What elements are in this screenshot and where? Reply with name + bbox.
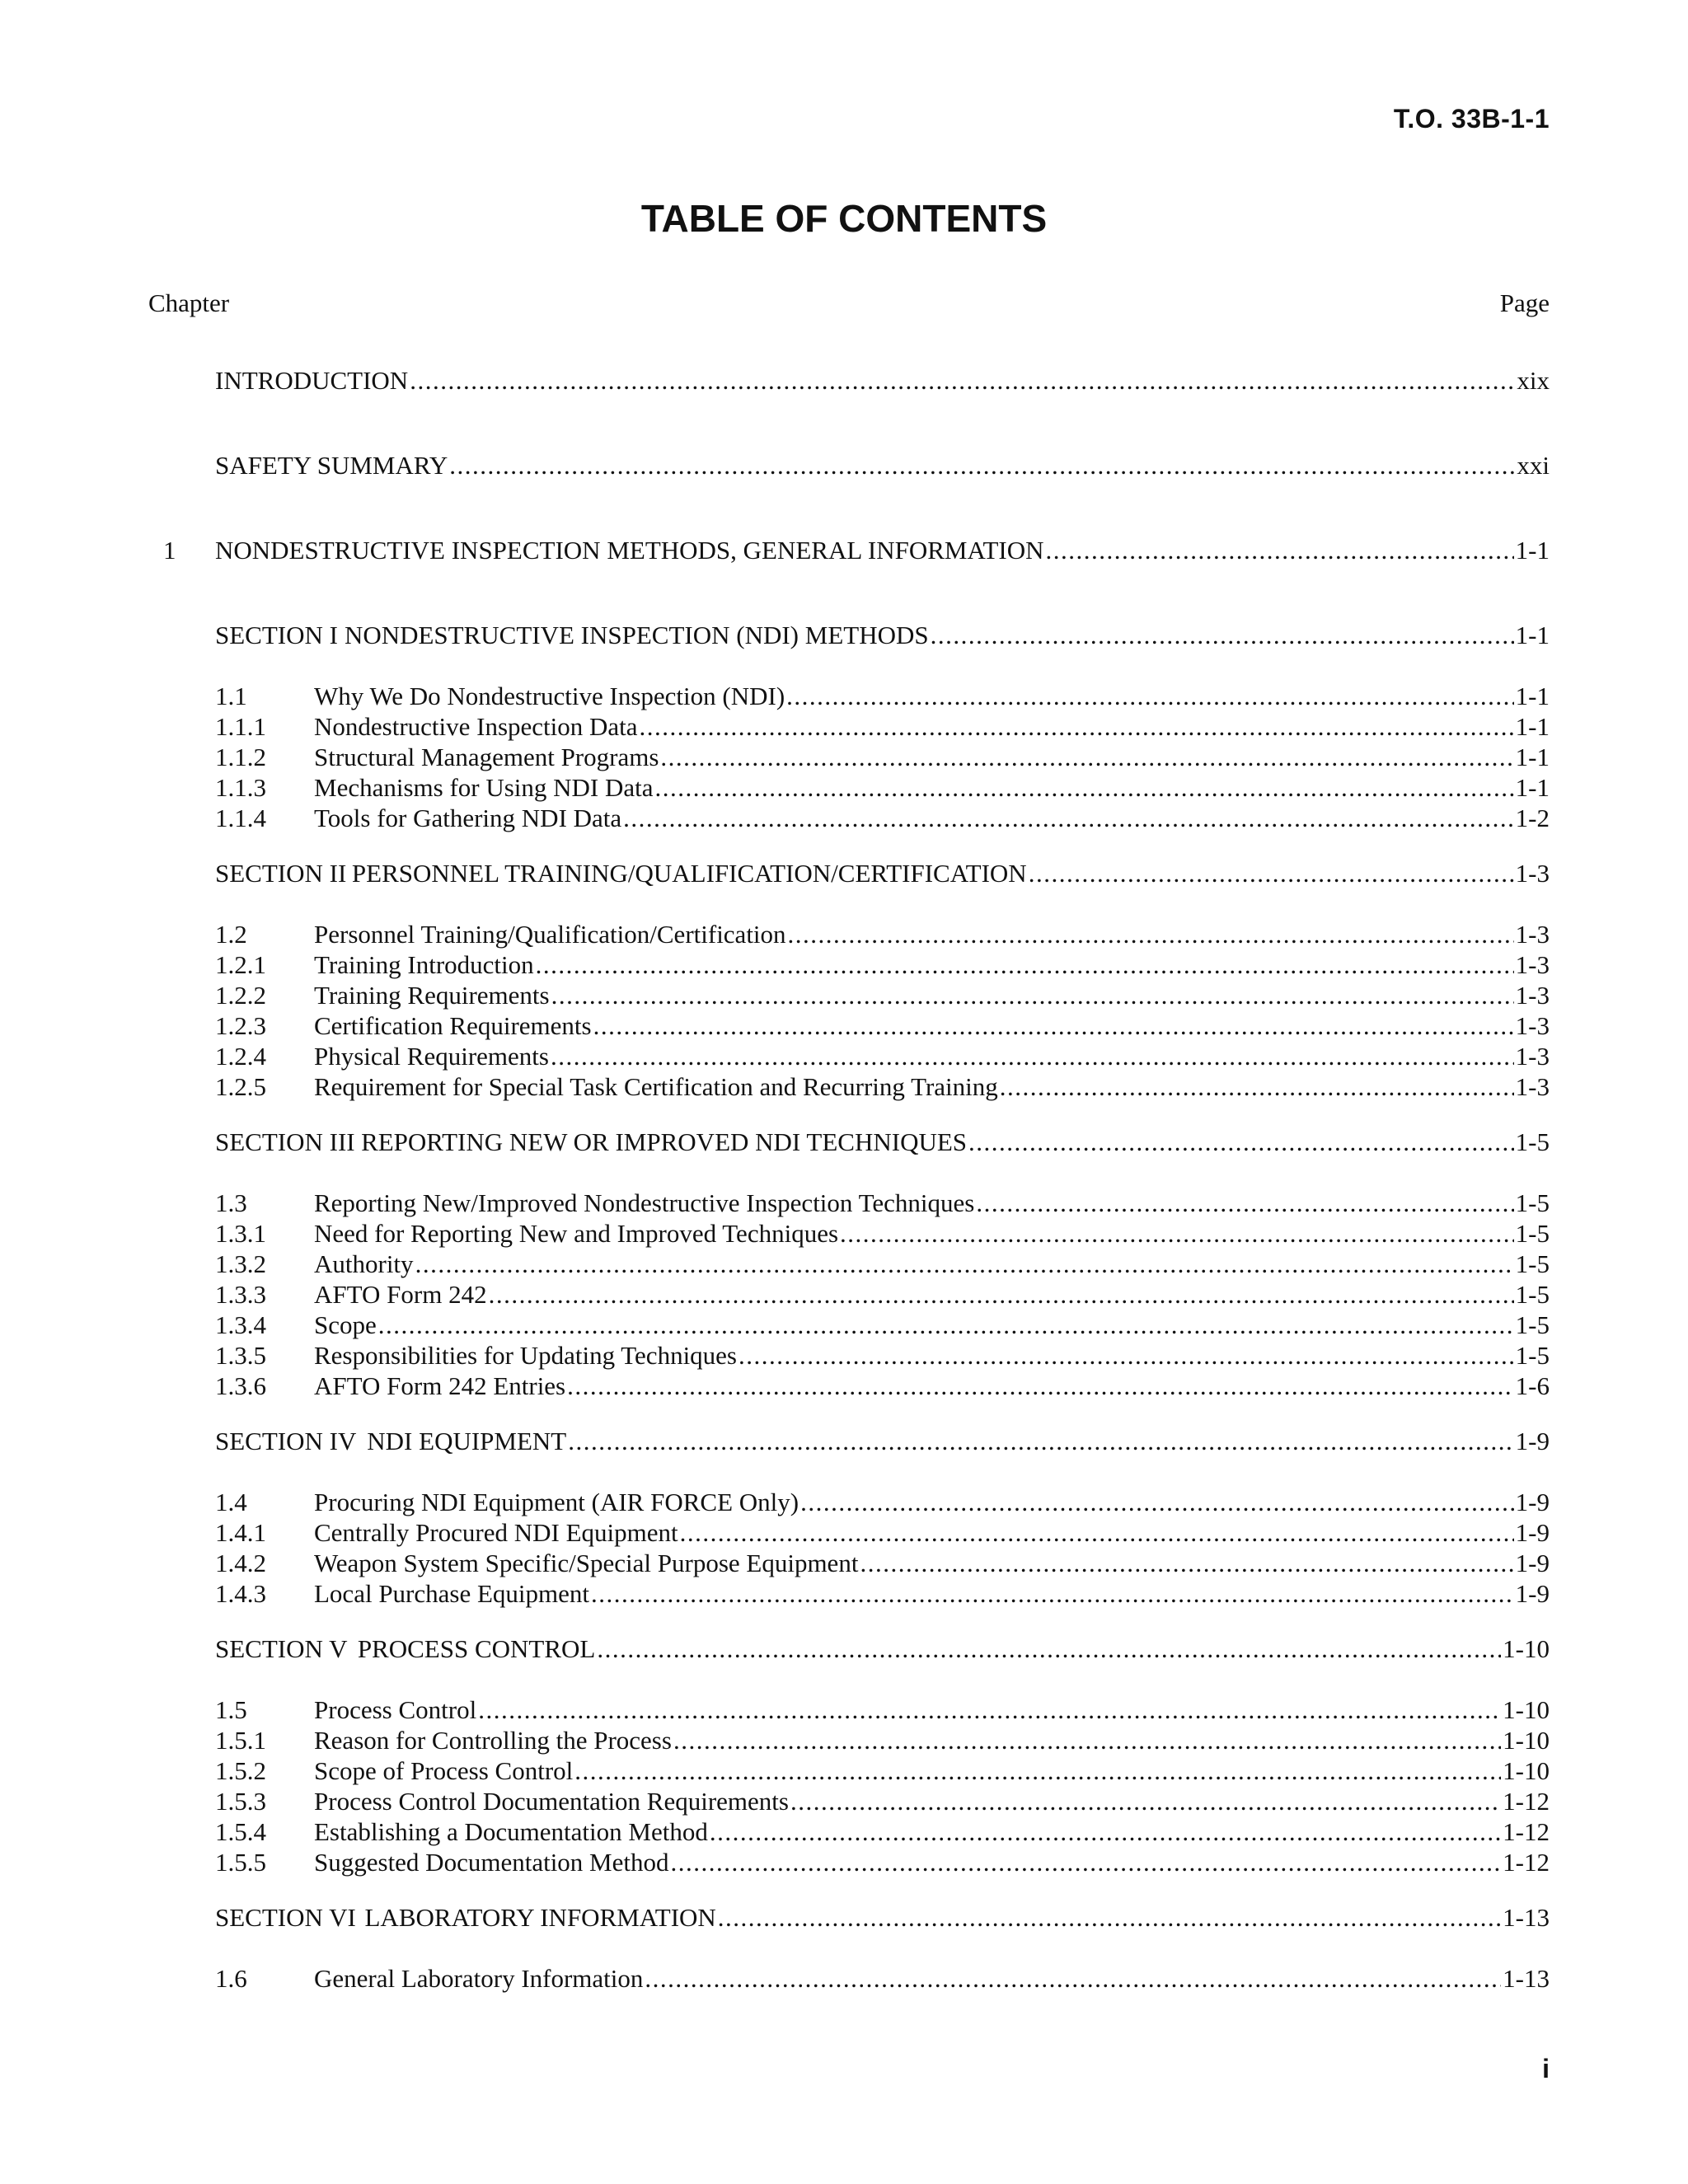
item-title: Physical Requirements: [314, 1042, 549, 1071]
item-number: 1.6: [215, 1964, 247, 1993]
item-number: 1.1: [215, 682, 247, 710]
dot-leader: [593, 1010, 1514, 1041]
dot-leader: [738, 1340, 1514, 1371]
item-title: Centrally Procured NDI Equipment: [314, 1518, 678, 1547]
toc-item[interactable]: [0, 1578, 1688, 1609]
item-title: Procuring NDI Equipment (AIR FORCE Only): [314, 1488, 799, 1516]
item-page: 1-3: [1515, 1011, 1550, 1040]
document-id: T.O. 33B-1-1: [1393, 104, 1550, 134]
item-page: 1-9: [1515, 1549, 1550, 1577]
item-title: Requirement for Special Task Certification and Recurring Training: [314, 1072, 998, 1101]
item-page: 1-13: [1503, 1964, 1550, 1993]
item-title: Weapon System Specific/Special Purpose Equipment: [314, 1549, 859, 1577]
section-title: NDI EQUIPMENT: [367, 1427, 567, 1455]
toc-item[interactable]: [0, 980, 1688, 1010]
toc-entry-page: 1-13: [1503, 1903, 1550, 1932]
toc-item[interactable]: [0, 1071, 1688, 1102]
section-title: LABORATORY INFORMATION: [364, 1903, 716, 1932]
item-number: 1.1.4: [215, 804, 266, 832]
dot-leader: [568, 1426, 1513, 1456]
dot-leader: [623, 803, 1514, 833]
item-title: Certification Requirements: [314, 1011, 592, 1040]
dot-leader: [1045, 535, 1513, 565]
dot-leader: [551, 1041, 1514, 1071]
section-title: PERSONNEL TRAINING/QUALIFICATION/CERTIFICATION: [351, 859, 1027, 888]
page-number: i: [1542, 2054, 1550, 2083]
toc-entry-page: xxi: [1517, 451, 1550, 480]
item-title: Reason for Controlling the Process: [314, 1726, 672, 1755]
toc-item[interactable]: [0, 1010, 1688, 1041]
item-title: Process Control Documentation Requirements: [314, 1787, 789, 1816]
item-number: 1.2.4: [215, 1042, 266, 1071]
toc-entry-page: 1-1: [1515, 536, 1550, 565]
item-page: 1-5: [1515, 1249, 1550, 1278]
item-number: 1.5.2: [215, 1756, 266, 1785]
item-page: 1-6: [1515, 1371, 1550, 1400]
toc-entry-page: xix: [1517, 366, 1550, 395]
toc-item[interactable]: [0, 1487, 1688, 1517]
toc-item[interactable]: [0, 1755, 1688, 1786]
dot-leader: [574, 1755, 1501, 1786]
item-title: Training Introduction: [314, 950, 534, 979]
dot-leader: [786, 681, 1514, 711]
item-page: 1-5: [1515, 1341, 1550, 1370]
item-page: 1-5: [1515, 1219, 1550, 1248]
item-page: 1-9: [1515, 1579, 1550, 1608]
item-number: 1.3.5: [215, 1341, 266, 1370]
item-page: 1-9: [1515, 1488, 1550, 1516]
item-title: Authority: [314, 1249, 414, 1278]
item-page: 1-5: [1515, 1188, 1550, 1217]
toc-entry-page: 1-10: [1503, 1634, 1550, 1663]
item-title: Why We Do Nondestructive Inspection (NDI): [314, 682, 785, 710]
item-title: Establishing a Documentation Method: [314, 1817, 708, 1846]
toc-item[interactable]: [0, 711, 1688, 742]
item-number: 1.1.1: [215, 712, 266, 741]
chapter-number: 1: [163, 536, 176, 565]
dot-leader: [1000, 1071, 1514, 1102]
toc-item[interactable]: [0, 919, 1688, 949]
toc-entry-page: 1-5: [1515, 1127, 1550, 1156]
dot-leader: [671, 1847, 1502, 1877]
item-title: Scope: [314, 1310, 377, 1339]
toc-entry-page: 1-9: [1515, 1427, 1550, 1455]
item-title: Personnel Training/Qualification/Certification: [314, 920, 786, 949]
dot-leader: [718, 1902, 1501, 1933]
dot-leader: [551, 980, 1514, 1010]
item-number: 1.4: [215, 1488, 247, 1516]
toc-section-5[interactable]: [0, 1633, 1688, 1664]
dot-leader: [640, 711, 1514, 742]
item-number: 1.1.3: [215, 773, 266, 802]
item-number: 1.5.5: [215, 1848, 266, 1877]
section-label: SECTION V: [215, 1634, 348, 1663]
item-page: 1-1: [1515, 682, 1550, 710]
item-page: 1-1: [1515, 773, 1550, 802]
dot-leader: [790, 1786, 1501, 1816]
item-title: Responsibilities for Updating Techniques: [314, 1341, 737, 1370]
item-page: 1-10: [1503, 1726, 1550, 1755]
item-number: 1.3.3: [215, 1280, 266, 1309]
item-number: 1.2.5: [215, 1072, 266, 1101]
toc-entry-page: 1-1: [1515, 621, 1550, 649]
section-label: SECTION II: [215, 859, 347, 888]
toc-item[interactable]: [0, 1249, 1688, 1279]
toc-item[interactable]: [0, 1963, 1688, 1994]
toc-entry-introduction[interactable]: [0, 365, 1688, 396]
toc-item[interactable]: [0, 681, 1688, 711]
item-number: 1.3.1: [215, 1219, 266, 1248]
toc-item[interactable]: [0, 1694, 1688, 1725]
toc-section-2[interactable]: [0, 858, 1688, 888]
toc-section-1[interactable]: [0, 620, 1688, 650]
toc-item[interactable]: [0, 1340, 1688, 1371]
page-title: TABLE OF CONTENTS: [640, 197, 1048, 240]
dot-leader: [976, 1188, 1513, 1218]
dot-leader: [800, 1487, 1514, 1517]
dot-leader: [378, 1310, 1514, 1340]
item-page: 1-10: [1503, 1756, 1550, 1785]
dot-leader: [655, 772, 1514, 803]
chapter-column-heading: Chapter: [148, 288, 230, 317]
dot-leader: [1029, 858, 1514, 888]
dot-leader: [680, 1517, 1514, 1548]
item-page: 1-12: [1503, 1848, 1550, 1877]
item-title: Tools for Gathering NDI Data: [314, 804, 622, 832]
section-label: SECTION III: [215, 1127, 355, 1156]
item-number: 1.4.3: [215, 1579, 266, 1608]
item-page: 1-2: [1515, 804, 1550, 832]
dot-leader: [415, 1249, 1514, 1279]
dot-leader: [673, 1725, 1501, 1755]
item-page: 1-3: [1515, 950, 1550, 979]
item-number: 1.5: [215, 1695, 247, 1724]
item-page: 1-10: [1503, 1695, 1550, 1724]
toc-item[interactable]: [0, 1517, 1688, 1548]
toc-item[interactable]: [0, 1218, 1688, 1249]
item-page: 1-1: [1515, 743, 1550, 771]
item-title: AFTO Form 242 Entries: [314, 1371, 566, 1400]
dot-leader: [968, 1127, 1514, 1157]
toc-entry-title: NONDESTRUCTIVE INSPECTION METHODS, GENERAL INFORMATION: [215, 536, 1044, 565]
item-title: Training Requirements: [314, 981, 550, 1010]
item-number: 1.2.2: [215, 981, 266, 1010]
toc-item[interactable]: [0, 1847, 1688, 1877]
item-number: 1.2.1: [215, 950, 266, 979]
toc-item[interactable]: [0, 1816, 1688, 1847]
section-label: SECTION I: [215, 621, 338, 649]
toc-entry-page: 1-3: [1515, 859, 1550, 888]
toc-entry-title: INTRODUCTION: [215, 366, 409, 395]
item-title: Reporting New/Improved Nondestructive Inspection Techniques: [314, 1188, 975, 1217]
item-number: 1.4.1: [215, 1518, 266, 1547]
dot-leader: [567, 1371, 1514, 1401]
item-title: Scope of Process Control: [314, 1756, 574, 1785]
item-page: 1-5: [1515, 1280, 1550, 1309]
dot-leader: [597, 1633, 1501, 1664]
dot-leader: [710, 1816, 1501, 1847]
item-page: 1-3: [1515, 920, 1550, 949]
item-page: 1-3: [1515, 1042, 1550, 1071]
toc-item[interactable]: [0, 1725, 1688, 1755]
item-title: General Laboratory Information: [314, 1964, 644, 1993]
section-label: SECTION IV: [215, 1427, 357, 1455]
dot-leader: [645, 1963, 1501, 1994]
toc-section-3[interactable]: [0, 1127, 1688, 1157]
item-page: 1-3: [1515, 981, 1550, 1010]
dot-leader: [931, 620, 1514, 650]
item-number: 1.2.3: [215, 1011, 266, 1040]
toc-entry-title: SAFETY SUMMARY: [215, 451, 448, 480]
toc-item[interactable]: [0, 772, 1688, 803]
toc-entry-chapter-1[interactable]: [0, 535, 1688, 565]
item-title: Need for Reporting New and Improved Techniques: [314, 1219, 839, 1248]
item-number: 1.1.2: [215, 743, 266, 771]
item-number: 1.5.1: [215, 1726, 266, 1755]
toc-entry-safety-summary[interactable]: [0, 450, 1688, 480]
item-page: 1-5: [1515, 1310, 1550, 1339]
toc-item[interactable]: [0, 742, 1688, 772]
section-title: PROCESS CONTROL: [357, 1634, 596, 1663]
item-title: AFTO Form 242: [314, 1280, 487, 1309]
item-number: 1.2: [215, 920, 247, 949]
item-title: Structural Management Programs: [314, 743, 659, 771]
toc-item[interactable]: [0, 1310, 1688, 1340]
dot-leader: [478, 1694, 1501, 1725]
item-title: Process Control: [314, 1695, 477, 1724]
item-number: 1.5.4: [215, 1817, 266, 1846]
section-title: REPORTING NEW OR IMPROVED NDI TECHNIQUES: [361, 1127, 968, 1156]
dot-leader: [788, 919, 1514, 949]
item-page: 1-9: [1515, 1518, 1550, 1547]
dot-leader: [660, 742, 1513, 772]
item-number: 1.4.2: [215, 1549, 266, 1577]
item-page: 1-12: [1503, 1787, 1550, 1816]
dot-leader: [591, 1578, 1514, 1609]
toc-item[interactable]: [0, 949, 1688, 980]
item-title: Nondestructive Inspection Data: [314, 712, 638, 741]
item-number: 1.3: [215, 1188, 247, 1217]
dot-leader: [410, 365, 1515, 396]
item-title: Local Purchase Equipment: [314, 1579, 590, 1608]
toc-item[interactable]: [0, 1786, 1688, 1816]
dot-leader: [449, 450, 1515, 480]
toc-item[interactable]: [0, 1279, 1688, 1310]
item-title: Suggested Documentation Method: [314, 1848, 669, 1877]
item-number: 1.5.3: [215, 1787, 266, 1816]
item-page: 1-3: [1515, 1072, 1550, 1101]
page-column-heading: Page: [1499, 288, 1550, 317]
section-title: NONDESTRUCTIVE INSPECTION (NDI) METHODS: [344, 621, 929, 649]
toc-section-6[interactable]: [0, 1902, 1688, 1933]
toc-item[interactable]: [0, 1188, 1688, 1218]
toc-item[interactable]: [0, 803, 1688, 833]
item-number: 1.3.6: [215, 1371, 266, 1400]
item-page: 1-12: [1503, 1817, 1550, 1846]
item-title: Mechanisms for Using NDI Data: [314, 773, 654, 802]
item-number: 1.3.4: [215, 1310, 266, 1339]
dot-leader: [860, 1548, 1513, 1578]
toc-item[interactable]: [0, 1548, 1688, 1578]
toc-item[interactable]: [0, 1371, 1688, 1401]
section-label: SECTION VI: [215, 1903, 356, 1932]
dot-leader: [536, 949, 1514, 980]
toc-item[interactable]: [0, 1041, 1688, 1071]
dot-leader: [840, 1218, 1514, 1249]
dot-leader: [489, 1279, 1514, 1310]
toc-section-4[interactable]: [0, 1426, 1688, 1456]
item-page: 1-1: [1515, 712, 1550, 741]
item-number: 1.3.2: [215, 1249, 266, 1278]
